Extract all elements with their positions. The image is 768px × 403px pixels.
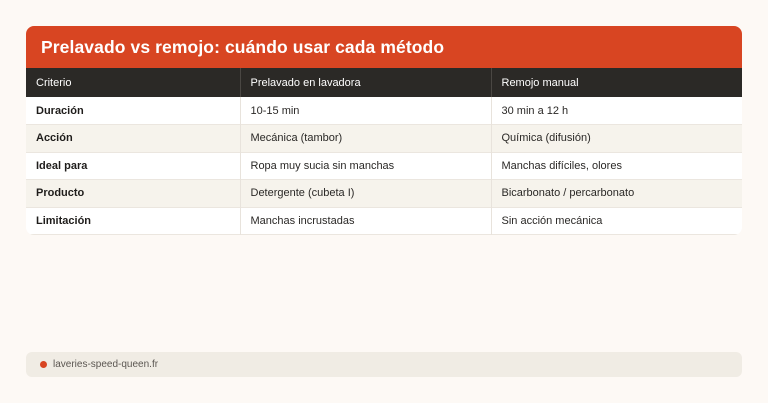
table-row bbox=[26, 180, 742, 208]
column-header-criterio: Criterio bbox=[26, 68, 240, 97]
column-header-remojo: Remojo manual bbox=[501, 76, 579, 89]
cell-remojo: Sin acción mecánica bbox=[501, 214, 603, 227]
column-header-prelavado: Prelavado en lavadora bbox=[240, 68, 491, 97]
cell-prelavado: Detergente (cubeta I) bbox=[240, 180, 491, 208]
page-title: Prelavado vs remojo: cuándo usar cada método bbox=[41, 36, 445, 57]
table-row bbox=[26, 97, 742, 125]
row-criterion: Limitación bbox=[26, 207, 240, 235]
cell-remojo: 30 min a 12 h bbox=[501, 104, 569, 117]
table-row bbox=[26, 125, 742, 153]
row-criterion: Acción bbox=[26, 125, 240, 153]
source-label: laveries-speed-queen.fr bbox=[53, 359, 159, 370]
comparison-table bbox=[26, 68, 742, 235]
bullet-dot-icon bbox=[40, 361, 47, 368]
cell-remojo: Química (difusión) bbox=[501, 132, 591, 145]
table-row bbox=[26, 207, 742, 235]
cell-prelavado: Ropa muy sucia sin manchas bbox=[240, 152, 491, 180]
title-bar bbox=[26, 26, 742, 68]
cell-remojo: Bicarbonato / percarbonato bbox=[501, 187, 635, 200]
comparison-card bbox=[26, 26, 742, 235]
row-criterion: Producto bbox=[26, 180, 240, 208]
row-criterion: Ideal para bbox=[26, 152, 240, 180]
table-header-row bbox=[26, 68, 742, 97]
cell-prelavado: Mecánica (tambor) bbox=[240, 125, 491, 153]
cell-prelavado: Manchas incrustadas bbox=[240, 207, 491, 235]
cell-prelavado: 10-15 min bbox=[240, 97, 491, 125]
cell-remojo: Manchas difíciles, olores bbox=[501, 159, 622, 172]
table-row bbox=[26, 152, 742, 180]
row-criterion: Duración bbox=[26, 97, 240, 125]
footer bbox=[26, 352, 742, 377]
